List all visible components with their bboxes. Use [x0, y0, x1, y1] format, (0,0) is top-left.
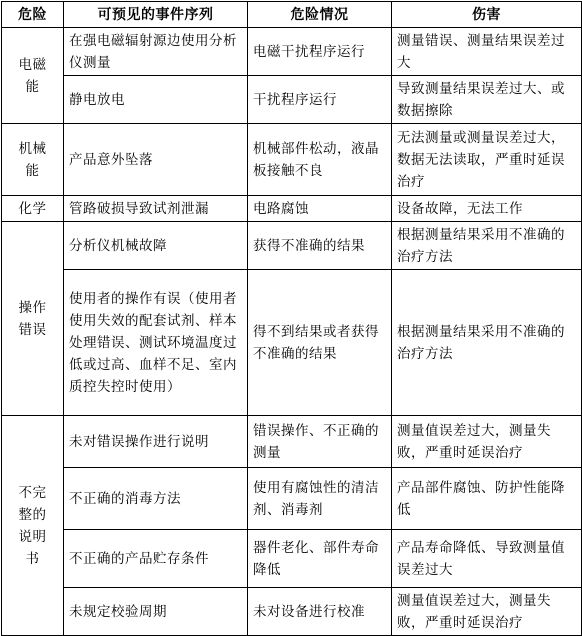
- event-cell: 未对错误操作进行说明: [64, 416, 248, 468]
- header-harm: 伤害: [392, 2, 582, 28]
- harm-cell: 根据测量结果采用不准确的治疗方法: [392, 222, 582, 270]
- header-event-sequence: 可预见的事件序列: [64, 2, 248, 28]
- harm-cell: 无法测量或测量误差过大，数据无法读取，严重时延误治疗: [392, 124, 582, 196]
- table-row: [2, 196, 582, 222]
- table-row: [2, 468, 582, 530]
- event-cell: 产品意外坠落: [64, 124, 248, 196]
- header-hazard: 危险: [2, 2, 64, 28]
- event-cell: 管路破损导致试剂泄漏: [64, 196, 248, 222]
- situation-cell: 未对设备进行校准: [248, 588, 392, 636]
- header-hazardous-situation: 危险情况: [248, 2, 392, 28]
- category-chemical: 化学: [2, 196, 64, 222]
- event-cell: 不正确的产品贮存条件: [64, 530, 248, 588]
- table-row: [2, 588, 582, 636]
- category-incomplete-manual: 不完整的说明书: [2, 416, 64, 636]
- event-cell: 未规定校验周期: [64, 588, 248, 636]
- event-cell: 在强电磁辐射源边使用分析仪测量: [64, 28, 248, 76]
- harm-cell: 测量值误差过大，测量失败，严重时延误治疗: [392, 588, 582, 636]
- table-row: [2, 222, 582, 270]
- situation-cell: 电磁干扰程序运行: [248, 28, 392, 76]
- harm-cell: 根据测量结果采用不准确的治疗方法: [392, 270, 582, 416]
- harm-cell: 测量值误差过大，测量失败，严重时延误治疗: [392, 416, 582, 468]
- event-cell: 使用者的操作有误（使用者使用失效的配套试剂、样本处理错误、测试环境温度过低或过高、血样不足、室内质控失控时使用）: [64, 270, 248, 416]
- table-row: [2, 76, 582, 124]
- situation-cell: 得不到结果或者获得不准确的结果: [248, 270, 392, 416]
- risk-analysis-table: [1, 1, 582, 636]
- category-operation-error: 操作错误: [2, 222, 64, 416]
- event-cell: 静电放电: [64, 76, 248, 124]
- situation-cell: 干扰程序运行: [248, 76, 392, 124]
- table-row: [2, 28, 582, 76]
- header-row: [2, 2, 582, 28]
- event-cell: 不正确的消毒方法: [64, 468, 248, 530]
- situation-cell: 使用有腐蚀性的清洁剂、消毒剂: [248, 468, 392, 530]
- harm-cell: 产品寿命降低、导致测量值误差过大: [392, 530, 582, 588]
- harm-cell: 产品部件腐蚀、防护性能降低: [392, 468, 582, 530]
- harm-cell: 设备故障，无法工作: [392, 196, 582, 222]
- table-row: [2, 530, 582, 588]
- category-electromagnetic: 电磁能: [2, 28, 64, 124]
- situation-cell: 电路腐蚀: [248, 196, 392, 222]
- situation-cell: 获得不准确的结果: [248, 222, 392, 270]
- situation-cell: 错误操作、不正确的测量: [248, 416, 392, 468]
- situation-cell: 机械部件松动，液晶板接触不良: [248, 124, 392, 196]
- harm-cell: 测量错误、测量结果误差过大: [392, 28, 582, 76]
- table-row: [2, 270, 582, 416]
- table-row: [2, 416, 582, 468]
- category-mechanical: 机械能: [2, 124, 64, 196]
- table-row: [2, 124, 582, 196]
- event-cell: 分析仪机械故障: [64, 222, 248, 270]
- situation-cell: 器件老化、部件寿命降低: [248, 530, 392, 588]
- harm-cell: 导致测量结果误差过大、或数据擦除: [392, 76, 582, 124]
